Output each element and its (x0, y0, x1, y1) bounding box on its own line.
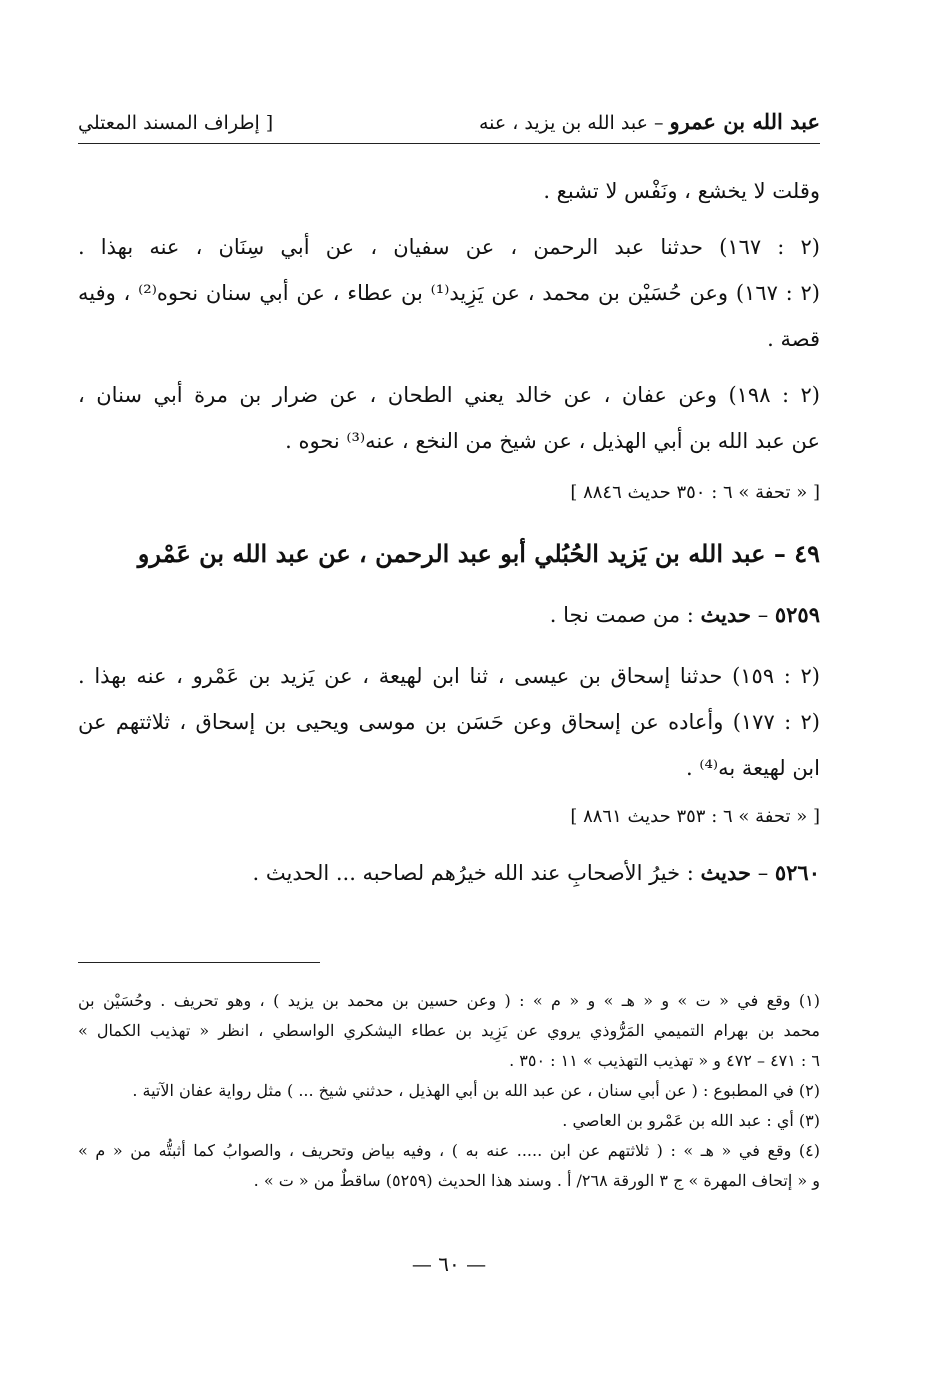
hadith-heading (78, 853, 820, 893)
footnote-4-line: (٤) وقع في « هـ » : ( ثلاثتهم عن ابن ..... عنه به ) ، وفيه بياض وتحريف ، والصوابُ كما أثبتُّه من « م » (78, 1141, 820, 1160)
text-line: (٢ : ١٦٧) حدثنا عبد الرحمن ، عن سفيان ، عن أبي سِنَان ، عنه بهذا . (78, 235, 820, 259)
hadith-5259 (78, 595, 820, 635)
text-line: (٢ : ١٦٧) وعن حُسَيْن بن محمد ، عن يَزِيد⁽¹⁾ بن عطاء ، عن أبي سنان نحوه⁽²⁾ ، وفيه (78, 281, 820, 305)
page-number: — ٦٠ — (411, 1252, 487, 1276)
chapter-title: ٤٩ – عبد الله بن يَزيد الحُبُلي أبو عبد الرحمن ، عن عبد الله بن عَمْرو (137, 539, 820, 568)
text-line: قصة . (767, 327, 820, 351)
text-line: (٢ : ١٧٧) وأعاده عن إسحاق وعن حَسَن بن موسى ويحيى بن إسحاق ، ثلاثتهم عن (78, 710, 820, 734)
footnote-3-line: (٣) أي : عبد الله بن عَمْرو بن العاصي . (562, 1111, 820, 1130)
hadith-number: ٥٢٥٩ (774, 602, 820, 627)
book-page (78, 0, 820, 1377)
hadith-heading (78, 595, 820, 635)
hadith-dash: – (757, 861, 769, 885)
header-title-bold: عبد الله بن عمرو (669, 109, 820, 134)
header-book-title: [ إطراف المسند المعتلي (78, 112, 274, 134)
tuhfa-reference (78, 802, 820, 832)
footnote-4-line: و « إتحاف المهرة » ج ٣ الورقة ٢٦٨/ أ . وسند هذا الحديث (٥٢٥٩) ساقطٌ من « ت » . (253, 1171, 820, 1190)
footnotes (78, 986, 820, 1196)
header-title-rest: – عبد الله بن يزيد ، عنه (478, 112, 664, 134)
hadith-number: ٥٢٦٠ (774, 860, 820, 885)
text-line: ابن لهيعة به⁽⁴⁾ . (685, 756, 820, 780)
hadith-keyword: حديث (700, 860, 751, 885)
header-chapter-title (479, 109, 820, 134)
footnote-1-line: (١) وقع في « ت » و « هـ » و « م » : ( وعن حسين بن محمد بن يزيد ) ، وهو تحريف . وحُسَيْن بن (78, 991, 820, 1010)
hadith-text: : من صمت نجا . (549, 603, 694, 627)
hadith-keyword: حديث (700, 602, 751, 627)
text-line: (٢ : ١٥٩) حدثنا إسحاق بن عيسى ، ثنا ابن لهيعة ، عن يَزيد بن عَمْرو ، عنه بهذا . (78, 664, 820, 688)
hadith-text: : خيرُ الأصحابِ عند الله خيرُهم لصاحبه ... الحديث . (252, 861, 694, 885)
text-line: (٢ : ١٩٨) وعن عفان ، عن خالد يعني الطحان ، عن ضرار بن مرة أبي سنان ، (78, 383, 820, 407)
text-line: عن عبد الله بن أبي الهذيل ، عن شيخ من النخع ، عنه⁽³⁾ نحوه . (285, 429, 820, 453)
footnote-divider (78, 962, 320, 963)
text-block-a (78, 168, 820, 214)
tuhfa-text: [ « تحفة » ٦ : ٣٥٠ حديث ٨٨٤٦ ] (570, 482, 820, 503)
running-header (78, 100, 820, 134)
footnote-2-line: (٢) في المطبوع : ( عن أبي سنان ، عن عبد الله بن أبي الهذيل ، حدثني شيخ ... ) مثل رواية عفان الآتية . (132, 1081, 820, 1100)
text-block-d (78, 653, 820, 791)
footnote-1-line: محمد بن بهرام التميمي المَرُّوذي يروي عن يَزِيد بن عطاء اليشكري الواسطي ، انظر « تهذيب الكمال » (78, 1021, 820, 1040)
tuhfa-reference (78, 478, 820, 508)
hadith-5260 (78, 853, 820, 893)
text-block-b (78, 224, 820, 362)
text-line: وقلت لا يخشع ، ونَفْس لا تشبع . (543, 179, 820, 203)
tuhfa-text: [ « تحفة » ٦ : ٣٥٣ حديث ٨٨٦١ ] (570, 806, 820, 827)
header-divider (78, 143, 820, 144)
footnote-1-line: ٦ : ٤٧١ – ٤٧٢ و « تهذيب التهذيب » ١١ : ٣٥٠ . (509, 1051, 820, 1070)
chapter-heading (78, 532, 820, 576)
hadith-dash: – (757, 603, 769, 627)
text-block-c (78, 372, 820, 464)
